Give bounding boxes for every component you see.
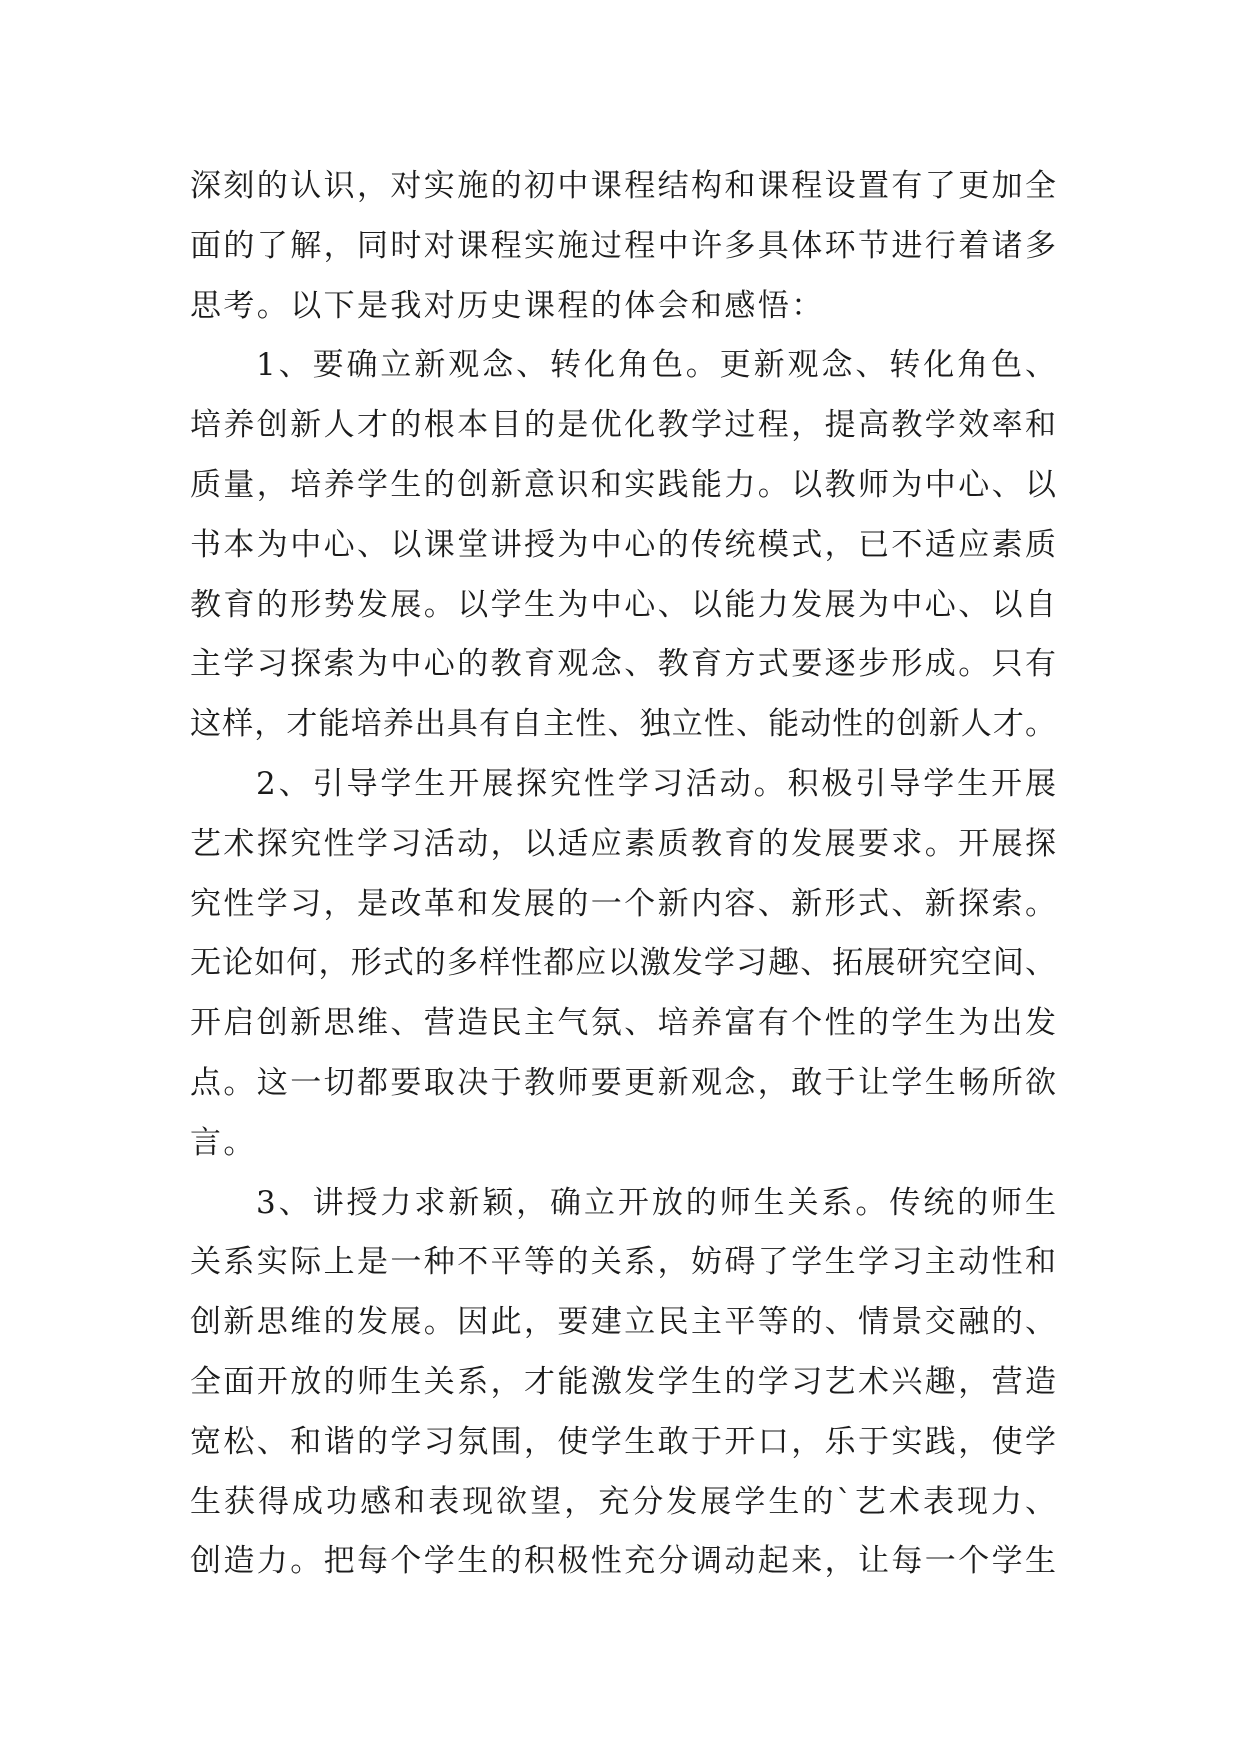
- paragraph-continuation: [190, 157, 1056, 336]
- paragraph-point-3: [190, 1174, 1056, 1593]
- text-line: 2、引导学生开展探究性学习活动。积极引导学生开展: [256, 765, 1056, 802]
- text-line: 主学习探索为中心的教育观念、教育方式要逐步形成。只有: [190, 646, 1056, 683]
- text-line: 究性学习，是改革和发展的一个新内容、新形式、新探索。: [190, 885, 1056, 922]
- text-line: 创造力。把每个学生的积极性充分调动起来，让每一个学生: [190, 1543, 1056, 1580]
- text-line: 1、要确立新观念、转化角色。更新观念、转化角色、: [256, 347, 1056, 384]
- text-line: 点。这一切都要取决于教师要更新观念，敢于让学生畅所欲: [190, 1064, 1056, 1101]
- text-line: 言。: [190, 1124, 257, 1161]
- text-line: 生获得成功感和表现欲望，充分发展学生的`艺术表现力、: [190, 1483, 1056, 1520]
- text-line: 开启创新思维、营造民主气氛、培养富有个性的学生为出发: [190, 1005, 1056, 1042]
- text-line: 关系实际上是一种不平等的关系，妨碍了学生学习主动性和: [190, 1244, 1056, 1281]
- text-line: 宽松、和谐的学习氛围，使学生敢于开口，乐于实践，使学: [190, 1423, 1056, 1460]
- text-line: 质量，培养学生的创新意识和实践能力。以教师为中心、以: [190, 466, 1056, 503]
- paragraph-point-2: [190, 755, 1056, 1174]
- text-line: 教育的形势发展。以学生为中心、以能力发展为中心、以自: [190, 586, 1056, 623]
- text-line: 3、讲授力求新颖，确立开放的师生关系。传统的师生: [256, 1184, 1056, 1221]
- text-line: 创新思维的发展。因此，要建立民主平等的、情景交融的、: [190, 1304, 1056, 1341]
- text-line: 无论如何，形式的多样性都应以激发学习趣、拓展研究空间、: [190, 945, 1056, 982]
- body-text: [190, 157, 1056, 1592]
- text-line: 深刻的认识，对实施的初中课程结构和课程设置有了更加全: [190, 168, 1056, 204]
- text-line: 培养创新人才的根本目的是优化教学过程，提高教学效率和: [190, 407, 1056, 444]
- text-line: 思考。以下是我对历史课程的体会和感悟：: [190, 287, 825, 324]
- paragraph-point-1: [190, 336, 1056, 755]
- text-line: 面的了解，同时对课程实施过程中许多具体环节进行着诸多: [190, 227, 1056, 264]
- text-line: 这样，才能培养出具有自主性、独立性、能动性的创新人才。: [190, 706, 1056, 743]
- text-line: 书本为中心、以课堂讲授为中心的传统模式，已不适应素质: [190, 526, 1056, 563]
- text-line: 艺术探究性学习活动，以适应素质教育的发展要求。开展探: [190, 825, 1056, 862]
- text-line: 全面开放的师生关系，才能激发学生的学习艺术兴趣，营造: [190, 1363, 1056, 1400]
